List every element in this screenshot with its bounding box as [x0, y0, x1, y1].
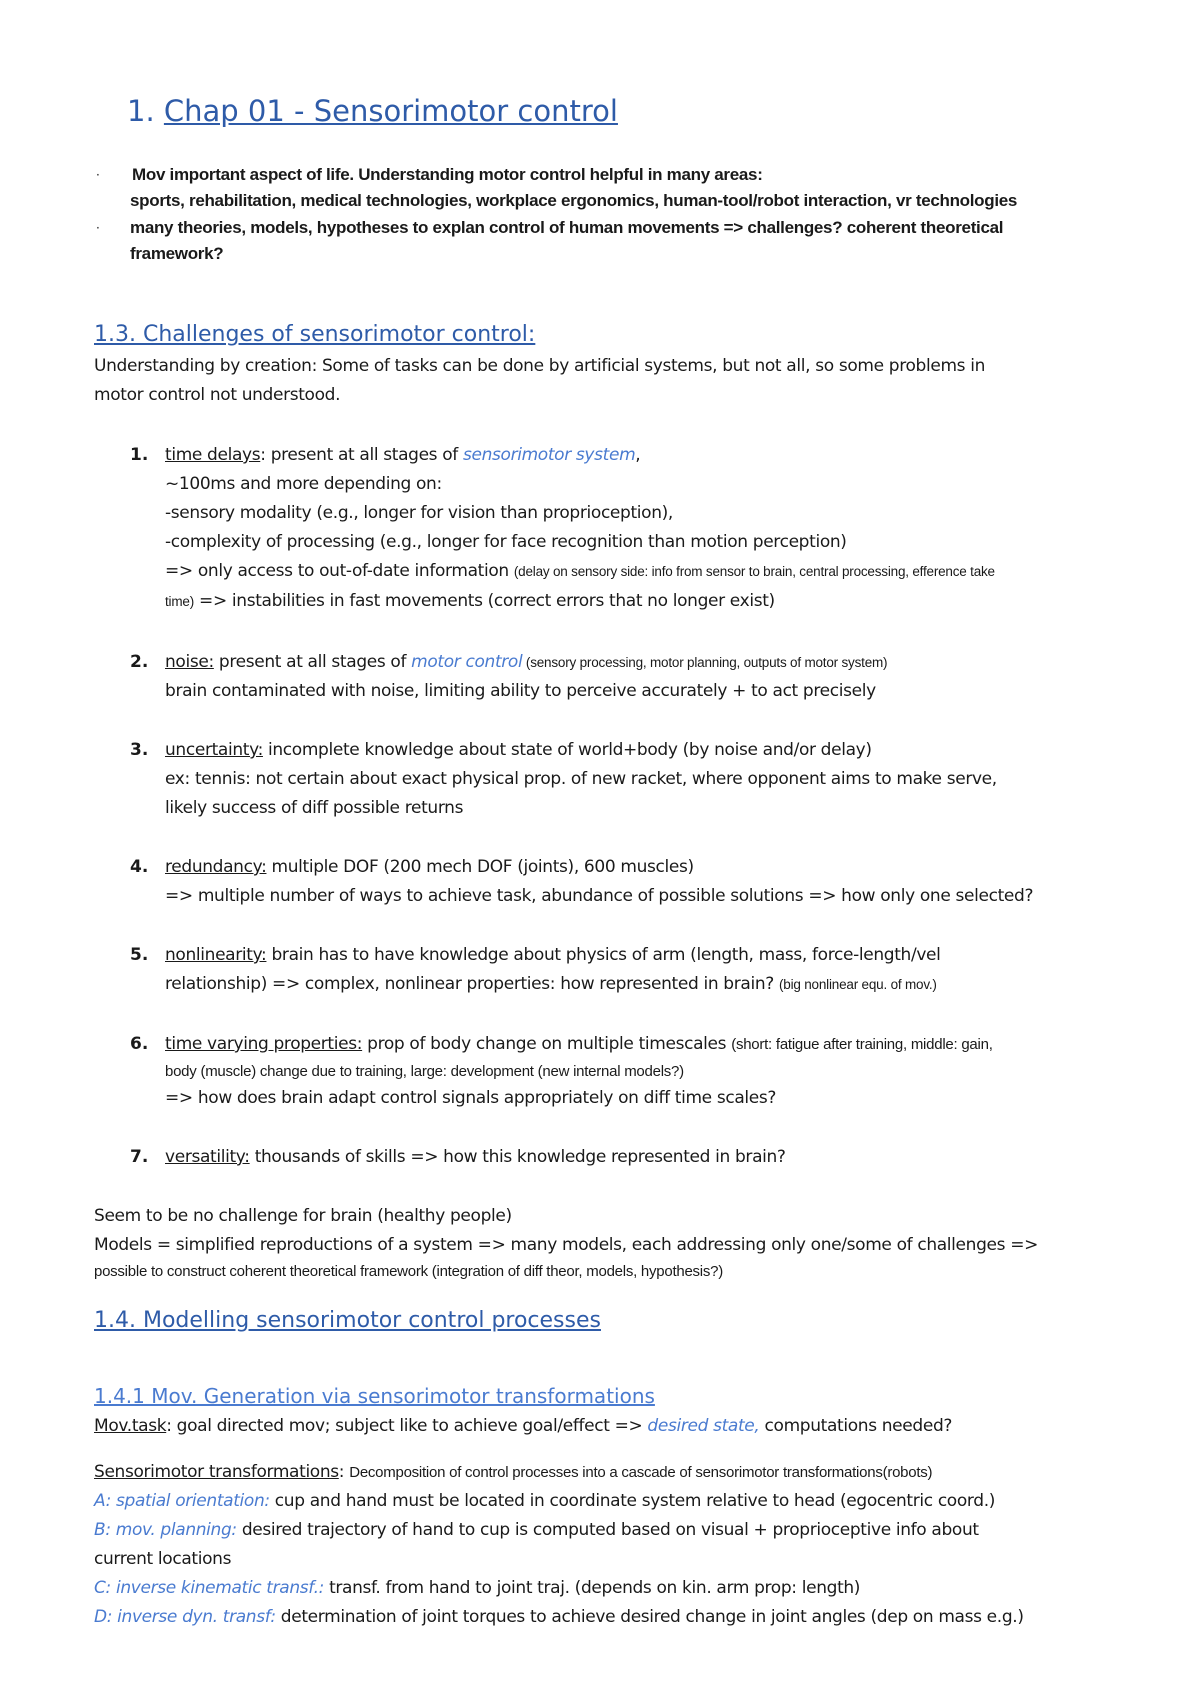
intro-bullet-2-line-2: framework?: [130, 244, 224, 263]
step-b-line: B: mov. planning: desired trajectory of hand to cup is computed based on visual + proprioceptive info about: [94, 1520, 979, 1540]
item-7-term: versatility:: [165, 1147, 250, 1167]
mov-task-label: Mov.task: [94, 1416, 167, 1436]
section-1-3-intro-line-1: Understanding by creation: Some of tasks can be done by artificial systems, but not all, so some problems in: [94, 356, 986, 376]
item-7-line-1: versatility: thousands of skills => how this knowledge represented in brain?: [165, 1147, 786, 1167]
item-5-line-2: relationship) => complex, nonlinear properties: how represented in brain? (big nonlinear equ. of mov.): [165, 974, 937, 994]
item-6-line-1: time varying properties: prop of body change on multiple timescales (short: fatigue after training, middle: gain,: [165, 1034, 993, 1054]
item-1-line-6: time) => instabilities in fast movements (correct errors that no longer exist): [165, 591, 775, 611]
item-1-line-1: time delays: present at all stages of sensorimotor system,: [165, 445, 641, 465]
step-a-line: A: spatial orientation: cup and hand must be located in coordinate system relative to head (egocentric coord.): [94, 1491, 996, 1511]
item-2-term: noise:: [165, 652, 214, 672]
section-1-4-1-heading: 1.4.1 Mov. Generation via sensorimotor transformations: [94, 1384, 655, 1408]
step-b-label: B: mov. planning:: [94, 1520, 237, 1540]
section-1-4-heading: 1.4. Modelling sensorimotor control processes: [94, 1308, 601, 1333]
item-3-line-2: ex: tennis: not certain about exact physical prop. of new racket, where opponent aims to make serve,: [165, 769, 997, 789]
item-1-line-3: -sensory modality (e.g., longer for vision than proprioception),: [165, 503, 673, 523]
item-2-line-2: brain contaminated with noise, limiting ability to perceive accurately + to act precisely: [165, 681, 876, 701]
item-1-emphasis: sensorimotor system: [462, 445, 636, 465]
step-d-label: D: inverse dyn. transf:: [94, 1607, 276, 1627]
item-5-term: nonlinearity:: [165, 945, 267, 965]
item-1-term: time delays: [165, 445, 261, 465]
item-3-line-1: uncertainty: incomplete knowledge about state of world+body (by noise and/or delay): [165, 740, 872, 760]
item-1-number: 1.: [130, 445, 149, 465]
item-7-number: 7.: [130, 1147, 149, 1167]
section-1-3-heading: 1.3. Challenges of sensorimotor control:: [94, 322, 536, 347]
item-4-term: redundancy:: [165, 857, 267, 877]
intro-bullet-1-line-1: Mov important aspect of life. Understanding motor control helpful in many areas:: [132, 165, 763, 184]
chapter-title: Chap 01 - Sensorimotor control: [163, 94, 618, 128]
step-c-line: C: inverse kinematic transf.: transf. from hand to joint traj. (depends on kin. arm prop: length): [94, 1578, 861, 1598]
item-1-line-2: ~100ms and more depending on:: [165, 474, 442, 494]
chapter-number: 1.: [127, 94, 155, 128]
section-1-3-intro-line-2: motor control not understood.: [94, 385, 341, 405]
item-4-line-1: redundancy: multiple DOF (200 mech DOF (joints), 600 muscles): [165, 857, 694, 877]
item-2-line-1: noise: present at all stages of motor control (sensory processing, motor planning, outputs of motor system): [165, 652, 888, 672]
closing-line-2: Models = simplified reproductions of a system => many models, each addressing only one/some of challenges =>: [94, 1235, 1038, 1255]
item-6-line-3: => how does brain adapt control signals appropriately on diff time scales?: [165, 1088, 777, 1108]
item-6-line-2: body (muscle) change due to training, large: development (new internal models?): [165, 1063, 684, 1080]
bullet-marker: ·: [96, 221, 100, 235]
item-3-line-3: likely success of diff possible returns: [165, 798, 464, 818]
step-d-line: D: inverse dyn. transf: determination of joint torques to achieve desired change in joint angles (dep on mass e.g.): [94, 1607, 1024, 1627]
closing-line-3: possible to construct coherent theoretical framework (integration of diff theor, models, hypothesis?): [94, 1263, 723, 1280]
sensorimotor-transformations-line: Sensorimotor transformations: Decomposition of control processes into a cascade of sensorimotor transformations(robots): [94, 1462, 933, 1482]
step-a-label: A: spatial orientation:: [94, 1491, 270, 1511]
intro-bullet-2-line-1: many theories, models, hypotheses to explan control of human movements => challenges? coherent theoretical: [130, 218, 1004, 237]
item-6-term: time varying properties:: [165, 1034, 363, 1054]
step-b-line-2: current locations: [94, 1549, 232, 1569]
item-5-number: 5.: [130, 945, 149, 965]
item-1-line-4: -complexity of processing (e.g., longer for face recognition than motion perception): [165, 532, 847, 552]
item-6-number: 6.: [130, 1034, 149, 1054]
closing-line-1: Seem to be no challenge for brain (healthy people): [94, 1206, 512, 1226]
item-1-line-5: => only access to out-of-date information (delay on sensory side: info from sensor to brain, central processing, efference take: [165, 561, 995, 581]
sensorimotor-transformations-label: Sensorimotor transformations: [94, 1462, 339, 1482]
item-2-emphasis: motor control: [411, 652, 523, 672]
item-3-number: 3.: [130, 740, 149, 760]
bullet-marker: ·: [96, 168, 100, 182]
item-5-line-1: nonlinearity: brain has to have knowledge about physics of arm (length, mass, force-length/vel: [165, 945, 941, 965]
item-4-line-2: => multiple number of ways to achieve task, abundance of possible solutions => how only one selected?: [165, 886, 1034, 906]
mov-task-line: Mov.task: goal directed mov; subject like to achieve goal/effect => desired state, computations needed?: [94, 1416, 953, 1436]
item-3-term: uncertainty:: [165, 740, 263, 760]
chapter-heading: [127, 94, 618, 128]
item-4-number: 4.: [130, 857, 149, 877]
intro-bullet-1-line-2: sports, rehabilitation, medical technologies, workplace ergonomics, human-tool/robot interaction, vr technologies: [130, 191, 1018, 210]
step-c-label: C: inverse kinematic transf.:: [94, 1578, 325, 1598]
item-2-number: 2.: [130, 652, 149, 672]
